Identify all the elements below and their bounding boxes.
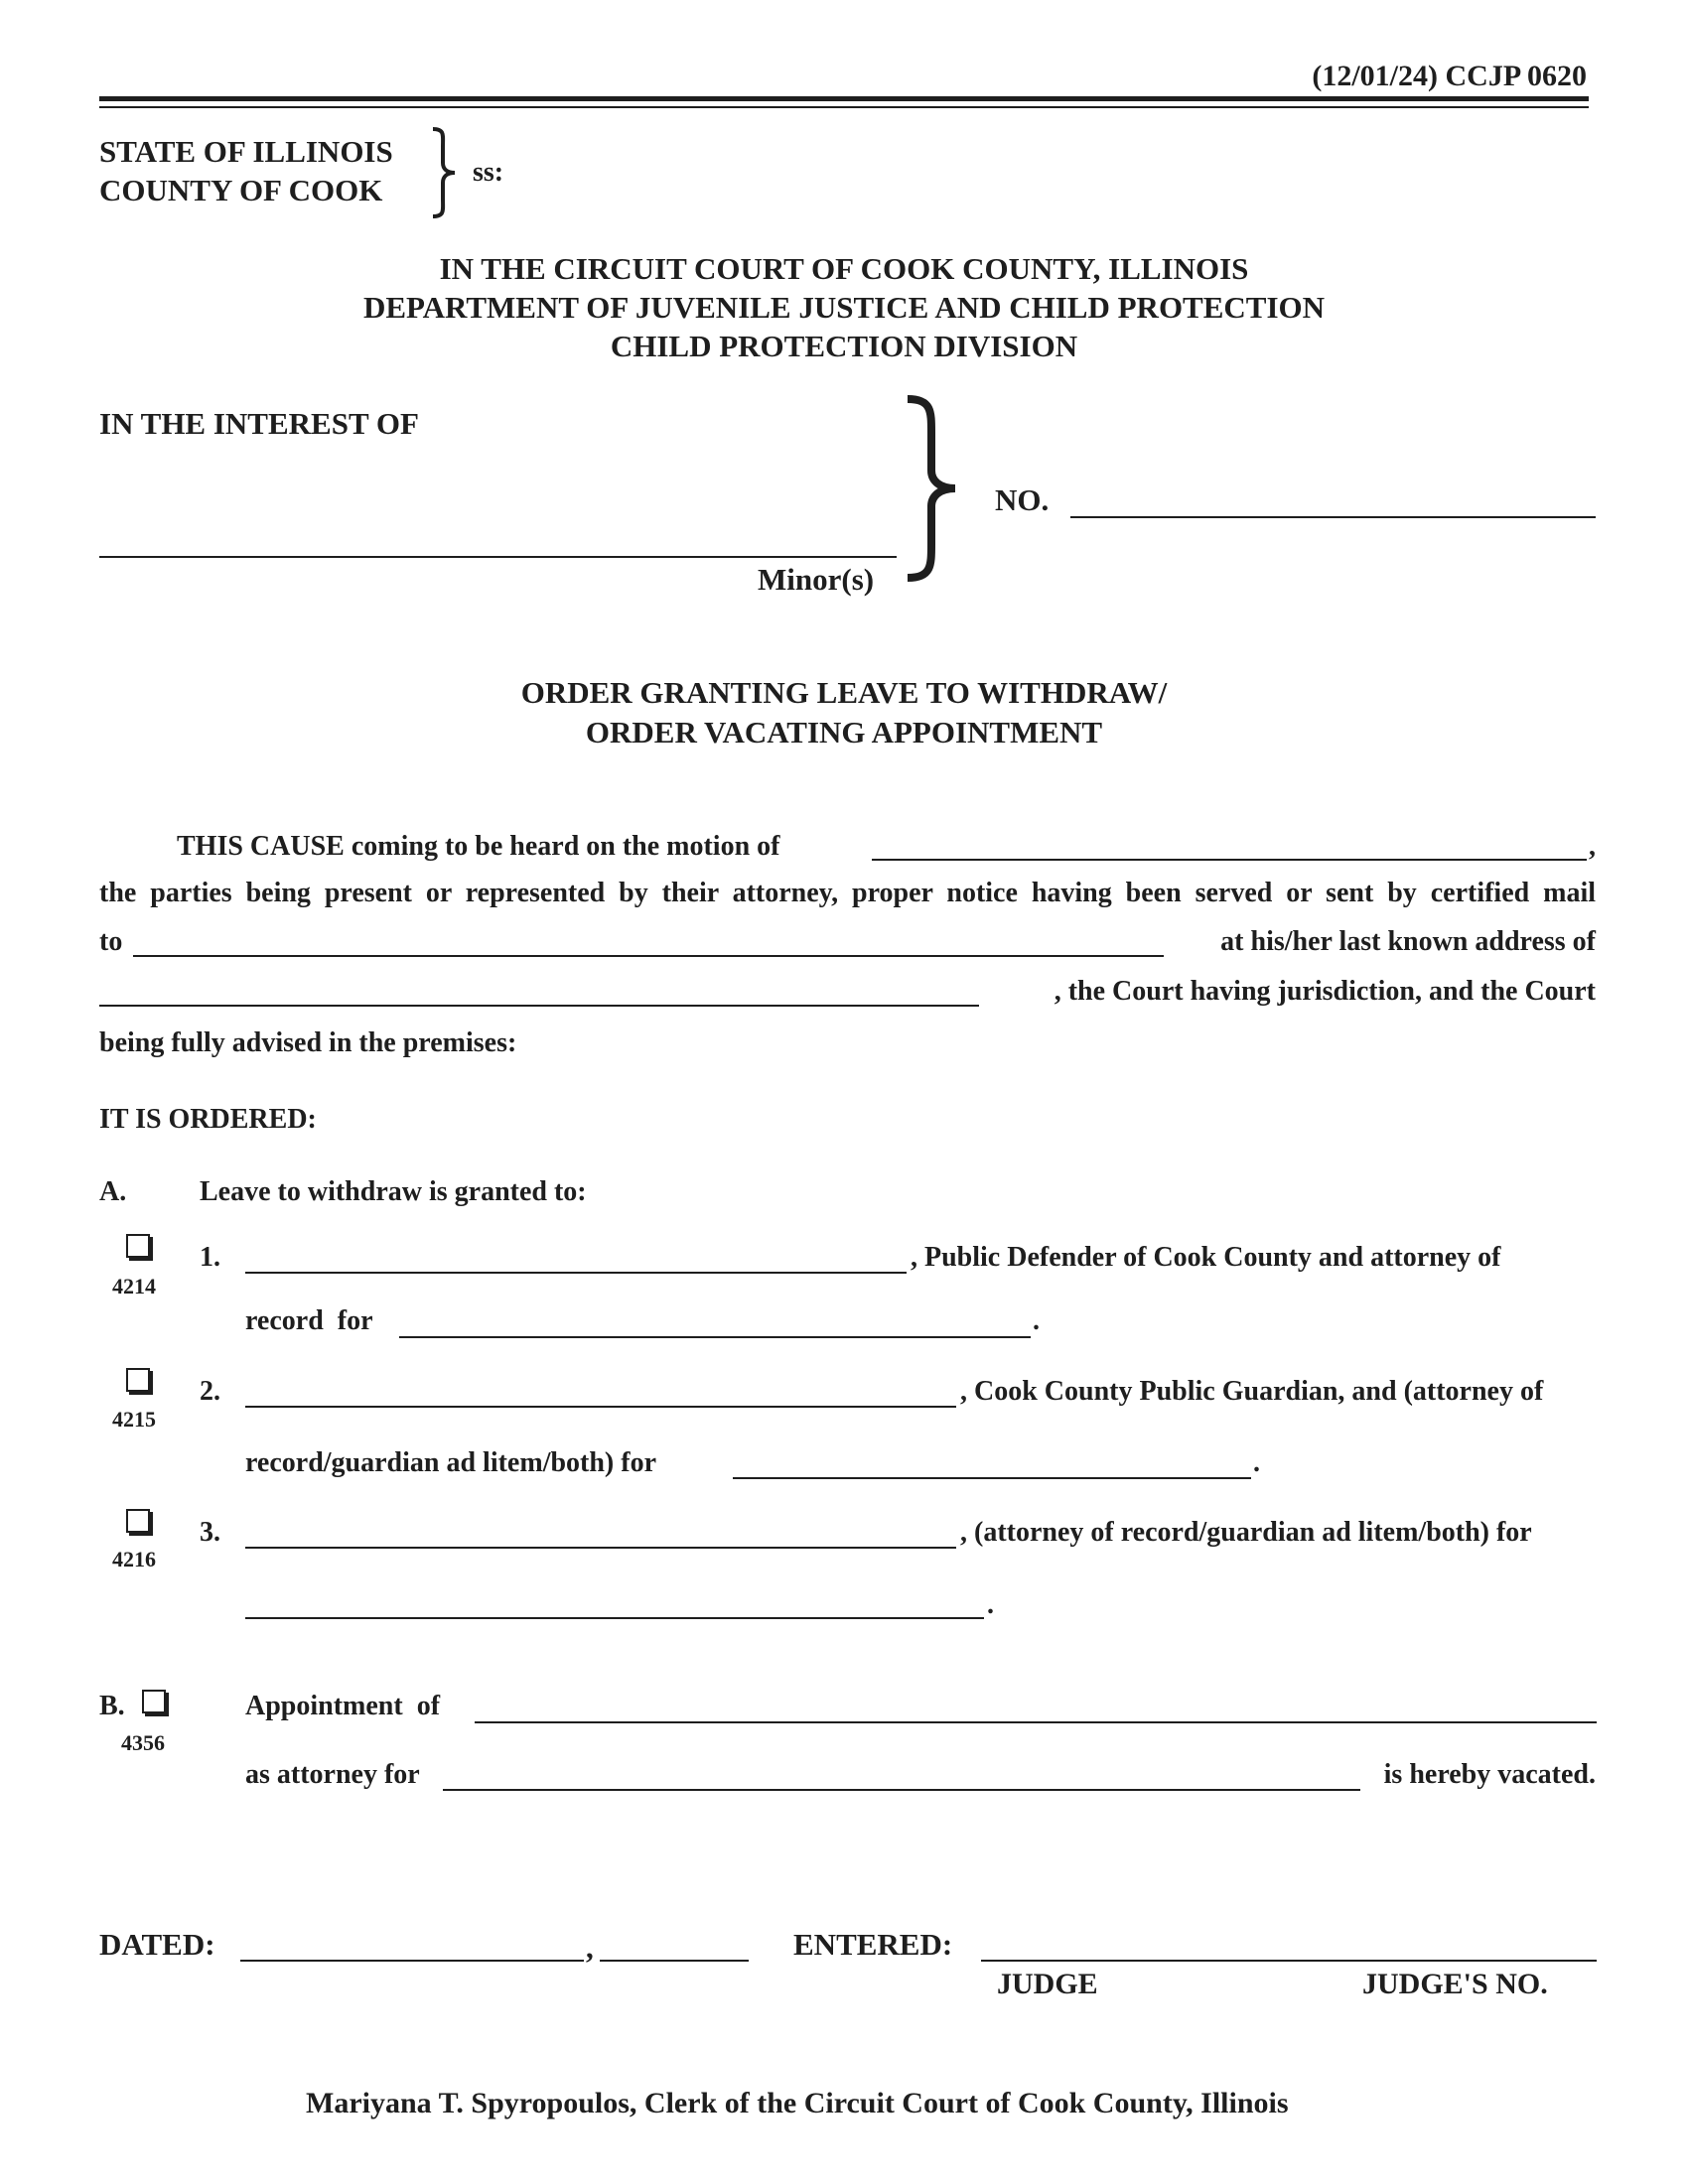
section-b-code: 4356 [121,1730,165,1755]
notice-recipient-field[interactable] [133,955,1164,957]
item-3-client-field[interactable] [245,1617,984,1619]
section-b-attorney-label: as attorney for [245,1759,420,1790]
section-b-appointment-label: Appointment of [245,1691,441,1721]
section-a-text: Leave to withdraw is granted to: [200,1176,587,1207]
body-line-5: being fully advised in the premises: [99,1027,517,1058]
dated-day-field[interactable] [240,1960,584,1962]
movant-field[interactable] [872,859,1587,861]
item-3-num: 3. [200,1517,220,1548]
appointee-field[interactable] [475,1721,1597,1723]
title-line-1: ORDER GRANTING LEAVE TO WITHDRAW/ [520,675,1168,710]
venue-county: COUNTY OF COOK [99,173,383,207]
item-3-name-field[interactable] [245,1547,956,1549]
minor-name-field[interactable] [99,556,897,558]
body-line-2: the parties being present or represented by their attorney, proper notice having been served or sent by certified mail [99,878,1596,908]
judge-no-label: JUDGE'S NO. [1362,1968,1548,2000]
header-rule-thick [99,96,1589,101]
section-b-checkbox[interactable] [142,1690,166,1713]
body-line-3-end: at his/her last known address of [1220,926,1596,957]
clerk-footer: Mariyana T. Spyropoulos, Clerk of the Circuit Court of Cook County, Illinois [306,2087,1289,2119]
header-rule-thin [99,106,1589,108]
entered-label: ENTERED: [793,1927,953,1962]
item-1-end: . [1033,1305,1040,1336]
item-3-end: . [987,1589,994,1620]
venue-ss: ss: [473,157,504,188]
court-line-1: IN THE CIRCUIT COURT OF COOK COUNTY, ILLINOIS [439,251,1249,286]
caption-brace [902,393,963,584]
body-line-1-end: , [1589,831,1596,862]
interest-label: IN THE INTEREST OF [99,406,419,441]
dated-label: DATED: [99,1927,215,1962]
section-b-label: B. [99,1691,125,1721]
item-2-name-field[interactable] [245,1406,956,1408]
item-2-record-label: record/guardian ad litem/both) for [245,1447,657,1478]
item-1-code: 4214 [112,1274,156,1298]
section-b-end: is hereby vacated. [1383,1759,1596,1790]
item-3-text: , (attorney of record/guardian ad litem/both) for [960,1517,1532,1548]
dated-year-field[interactable] [600,1960,749,1962]
section-b-client-field[interactable] [443,1789,1360,1791]
item-2-client-field[interactable] [733,1477,1251,1479]
court-line-2: DEPARTMENT OF JUVENILE JUSTICE AND CHILD PROTECTION [362,290,1326,325]
item-2-text: , Cook County Public Guardian, and (attorney of [960,1376,1544,1407]
case-no-label: NO. [995,482,1050,517]
venue-brace [429,125,459,220]
it-is-ordered: IT IS ORDERED: [99,1104,317,1135]
court-line-3: CHILD PROTECTION DIVISION [610,329,1078,363]
section-a-label: A. [99,1176,127,1207]
item-1-client-field[interactable] [399,1336,1031,1338]
item-1-record-label: record for [245,1305,373,1336]
item-2-end: . [1253,1447,1260,1478]
judge-label: JUDGE [997,1968,1098,2000]
title-line-2: ORDER VACATING APPOINTMENT [585,715,1103,750]
item-2-code: 4215 [112,1407,156,1432]
body-line-4-end: , the Court having jurisdiction, and the Court [1054,976,1596,1007]
item-3-code: 4216 [112,1547,156,1571]
item-1-checkbox[interactable] [126,1234,150,1258]
judge-signature-field[interactable] [981,1960,1597,1962]
item-2-checkbox[interactable] [126,1368,150,1392]
address-field[interactable] [99,1005,979,1007]
body-line-1: THIS CAUSE coming to be heard on the motion of [177,831,780,862]
form-id: (12/01/24) CCJP 0620 [1312,60,1587,92]
item-2-num: 2. [200,1376,220,1407]
item-3-checkbox[interactable] [126,1509,150,1533]
item-1-text: , Public Defender of Cook County and attorney of [911,1242,1501,1273]
case-no-field[interactable] [1070,516,1596,518]
minors-label: Minor(s) [758,562,875,597]
body-line-3-start: to [99,926,123,957]
dated-comma: , [586,1930,594,1965]
item-1-num: 1. [200,1242,220,1273]
venue-state: STATE OF ILLINOIS [99,134,393,169]
item-1-name-field[interactable] [245,1272,907,1274]
